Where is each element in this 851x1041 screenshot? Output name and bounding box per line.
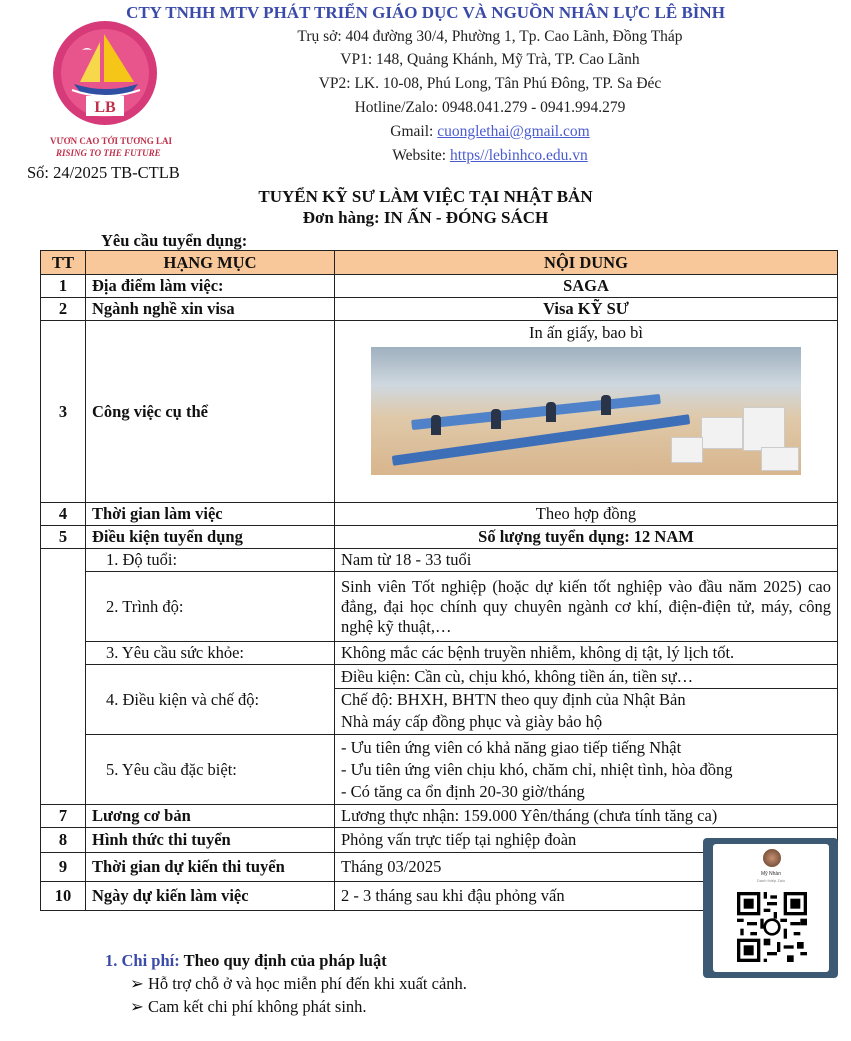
row-number: 4 [41, 503, 86, 526]
qr-code-icon [737, 892, 807, 962]
table-row [41, 735, 838, 805]
condition-line: Điều kiện: Cần cù, chịu khó, không tiền án, tiền sự… [335, 666, 837, 689]
row-content: Sinh viên Tốt nghiệp (hoặc dự kiến tốt nghiệp vào đầu năm 2025) cao đẳng, đại học chính quy chuyên ngành cơ khí, điện-điện tử, máy, công nghệ kỹ thuật,… [335, 572, 838, 642]
row-item: 2. Trình độ: [86, 572, 335, 642]
header-item: HẠNG MỤC [86, 251, 335, 275]
row-item: Điều kiện tuyển dụng [86, 526, 335, 549]
website-link[interactable]: https//lebinhco.edu.vn [449, 147, 588, 164]
table-row [41, 298, 838, 321]
gmail-line [250, 123, 730, 141]
vp1-address: VP1: 148, Quảng Khánh, Mỹ Trà, TP. Cao Lãnh [340, 51, 640, 68]
hq-address: Trụ sở: 404 đường 30/4, Phường 1, Tp. Cao Lãnh, Đồng Tháp [297, 28, 683, 45]
row-item: Công việc cụ thể [86, 321, 335, 503]
cost-bullet [130, 997, 367, 1017]
row-number: 3 [41, 321, 86, 503]
row-number: 1 [41, 275, 86, 298]
company-name: CTY TNHH MTV PHÁT TRIỂN GIÁO DỤC VÀ NGUỒN NHÂN LỰC LÊ BÌNH [126, 3, 725, 22]
row-number-empty [41, 549, 86, 805]
slogan-vi: VƯƠN CAO TỚI TƯƠNG LAI [50, 136, 173, 146]
qr-name: Mỹ Nhàn [760, 871, 781, 877]
row-content [335, 665, 838, 735]
order-title: Đơn hàng: IN ẤN - ĐÓNG SÁCH [302, 208, 549, 227]
table-row [41, 572, 838, 642]
cost-heading [105, 951, 387, 971]
table-header-row [41, 251, 838, 275]
row-number: 8 [41, 828, 86, 853]
row-content: Nam từ 18 - 33 tuổi [335, 549, 838, 572]
table-row [41, 275, 838, 298]
row-content: Không mắc các bệnh truyền nhiễm, không dị tật, lý lịch tốt. [335, 642, 838, 665]
page-title: TUYỂN KỸ SƯ LÀM VIỆC TẠI NHẬT BẢN [258, 187, 593, 206]
table-row [41, 665, 838, 735]
row-item: Ngày dự kiến làm việc [86, 882, 335, 911]
row-item: 5. Yêu cầu đặc biệt: [86, 735, 335, 805]
row-number: 2 [41, 298, 86, 321]
factory-photo [371, 347, 801, 475]
row-item: 3. Yêu cầu sức khỏe: [86, 642, 335, 665]
special-line: - Ưu tiên ứng viên chịu khó, chăm chỉ, nhiệt tình, hòa đồng [341, 759, 733, 779]
special-line: - Có tăng ca ổn định 20-30 giờ/tháng [341, 781, 585, 801]
table-row [41, 321, 838, 503]
row-content [335, 321, 838, 503]
table-row [41, 503, 838, 526]
row-content: SAGA [335, 275, 838, 298]
row-number: 7 [41, 805, 86, 828]
recruitment-table [40, 250, 838, 911]
row-content: Số lượng tuyển dụng: 12 NAM [335, 526, 838, 549]
row-content: Visa KỸ SƯ [335, 298, 838, 321]
arrow-icon: ➢ [130, 997, 144, 1016]
company-logo [52, 20, 158, 126]
row-number: 5 [41, 526, 86, 549]
row-item: Địa điểm làm việc: [86, 275, 335, 298]
gmail-label: Gmail: [390, 123, 438, 140]
logo-lettering: LB [94, 99, 116, 116]
cost-label: Chi phí: [121, 951, 180, 970]
cost-bullet [130, 974, 467, 994]
row-content: Lương thực nhận: 159.000 Yên/tháng (chưa tính tăng ca) [335, 805, 838, 828]
bullet-text: Cam kết chi phí không phát sinh. [147, 997, 367, 1016]
zalo-qr-card[interactable] [703, 838, 838, 978]
row-content: Tháng 03/2025 [335, 853, 838, 882]
row-item: Thời gian làm việc [86, 503, 335, 526]
requirements-heading: Yêu cầu tuyển dụng: [101, 231, 248, 250]
cost-number: 1. [105, 951, 118, 970]
row-content [335, 735, 838, 805]
benefit-line: Chế độ: BHXH, BHTN theo quy định của Nhật Bản [341, 690, 686, 709]
website-label: Website: [392, 147, 447, 164]
row-content: Theo hợp đồng [335, 503, 838, 526]
row-content: Phỏng vấn trực tiếp tại nghiệp đoàn [335, 828, 838, 853]
hotline: Hotline/Zalo: 0948.041.279 - 0941.994.279 [354, 99, 626, 116]
arrow-icon: ➢ [130, 974, 144, 993]
bullet-text: Hỗ trợ chỗ ở và học miễn phí đến khi xuất cảnh. [147, 974, 467, 993]
header-tt: TT [41, 251, 86, 275]
row-item: 4. Điều kiện và chế độ: [86, 665, 335, 735]
row-item: Hình thức thi tuyển [86, 828, 335, 853]
uniform-line: Nhà máy cấp đồng phục và giày bảo hộ [341, 712, 603, 731]
vp2-address: VP2: LK. 10-08, Phú Long, Tân Phú Đông, TP. Sa Đéc [318, 75, 662, 92]
slogan-en: RISING TO THE FUTURE [56, 148, 161, 158]
row-item: Lương cơ bản [86, 805, 335, 828]
qr-subtitle: Danh thiếp Zalo [756, 878, 786, 883]
row-content: 2 - 3 tháng sau khi đậu phỏng vấn [335, 882, 838, 911]
header-content: NỘI DUNG [335, 251, 838, 275]
row-number: 10 [41, 882, 86, 911]
row-number: 9 [41, 853, 86, 882]
row-item: Ngành nghề xin visa [86, 298, 335, 321]
table-row [41, 805, 838, 828]
table-row [41, 526, 838, 549]
table-row [41, 642, 838, 665]
row-item: Thời gian dự kiến thi tuyển [86, 853, 335, 882]
table-row [41, 549, 838, 572]
website-line [250, 147, 730, 165]
row-item: 1. Độ tuổi: [86, 549, 335, 572]
gmail-link[interactable]: cuonglethai@gmail.com [437, 123, 590, 140]
special-line: - Ưu tiên ứng viên có khả năng giao tiếp tiếng Nhật [341, 737, 682, 757]
job-description: In ấn giấy, bao bì [529, 323, 643, 342]
document-number: Số: 24/2025 TB-CTLB [27, 163, 180, 182]
cost-value: Theo quy định của pháp luật [183, 951, 387, 970]
avatar [763, 849, 781, 867]
